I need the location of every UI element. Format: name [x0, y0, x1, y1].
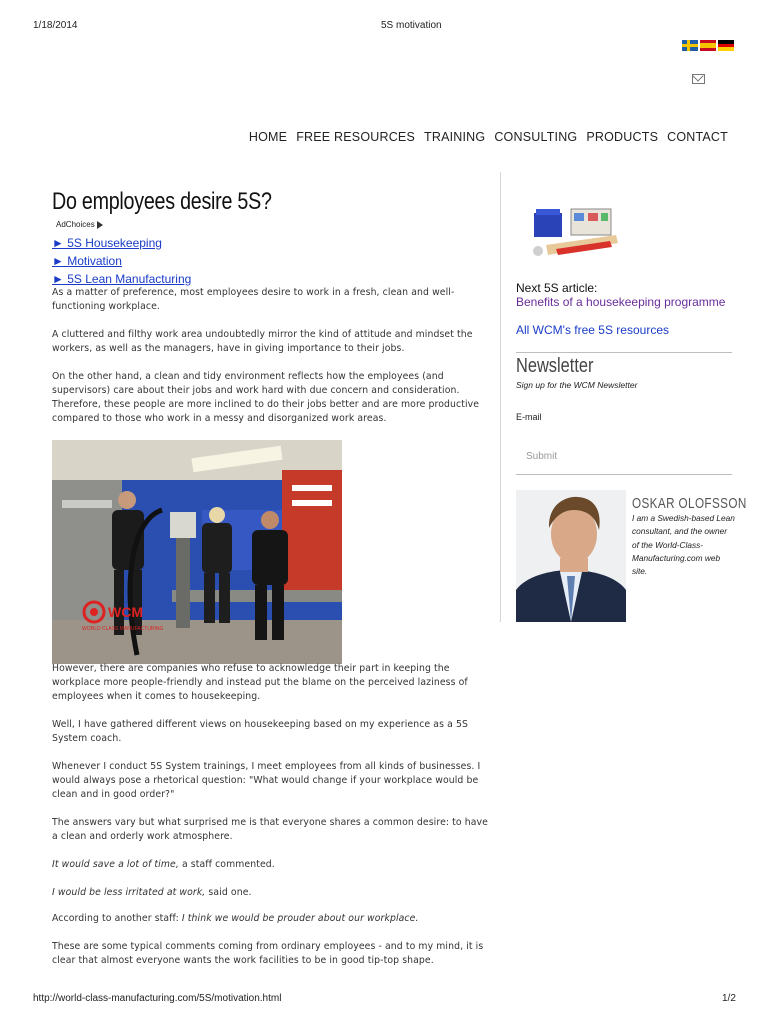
workplace-photo	[52, 440, 342, 664]
article-paragraph: However, there are companies who refuse to acknowledge their part in keeping the workplace more people-friendly and instead put the blame on the perceived laziness of employees when it comes to housekeeping.	[52, 663, 468, 702]
article-paragraph: As a matter of preference, most employees desire to work in a fresh, clean and well-functioning workplace.	[52, 287, 455, 312]
wcm-logo-subtext: WORLD CLASS MANUFACTURING	[82, 626, 164, 632]
column-divider	[500, 172, 501, 622]
article-paragraph: Well, I have gathered different views on housekeeping based on my experience as a 5S System coach.	[52, 719, 468, 744]
ad-link-5s-housekeeping[interactable]: ► 5S Housekeeping	[52, 236, 162, 250]
next-article-link[interactable]: Benefits of a housekeeping programme	[516, 295, 726, 309]
quote-paragraph	[52, 886, 492, 900]
print-title: 5S motivation	[381, 20, 442, 31]
email-icon[interactable]	[692, 74, 705, 84]
ad-link-motivation[interactable]: ► Motivation	[52, 254, 122, 268]
quote-lead: According to another staff:	[52, 913, 182, 924]
nav-home[interactable]: HOME	[248, 130, 288, 144]
article-paragraph: Whenever I conduct 5S System trainings, I meet employees from all kinds of businesses. I would always pose a rhetorical question: "What would change if your workplace would be clean and in good order?"	[52, 761, 481, 800]
print-date: 1/18/2014	[33, 20, 78, 31]
nav-training[interactable]: TRAINING	[424, 130, 486, 144]
submit-button[interactable]: Submit	[516, 444, 596, 468]
nav-consulting[interactable]: CONSULTING	[494, 130, 578, 144]
article-paragraph: These are some typical comments coming from ordinary employees - and to my mind, it is clear that almost everyone wants the work facilities to be in good tip-top shape.	[52, 941, 484, 966]
author-photo	[516, 490, 626, 622]
quote-italic: I would be less irritated at work,	[52, 887, 206, 898]
quote-paragraph	[52, 858, 492, 872]
quote-italic: I think we would be prouder about our workplace.	[181, 913, 419, 924]
free-resources-link[interactable]: All WCM's free 5S resources	[516, 323, 669, 337]
sidebar-divider	[516, 474, 732, 475]
germany-flag-icon[interactable]	[718, 40, 734, 51]
spain-flag-icon[interactable]	[700, 40, 716, 51]
quote-italic: It would save a lot of time,	[52, 859, 179, 870]
adchoices-badge[interactable]	[56, 220, 103, 229]
author-bio: I am a Swedish-based Lean consultant, and the owner of the World-Class-Manufacturing.com web site.	[632, 513, 735, 577]
nav-free-resources[interactable]: FREE RESOURCES	[296, 130, 415, 144]
main-nav	[249, 130, 728, 144]
quote-paragraph	[52, 912, 492, 926]
adchoices-icon	[97, 221, 103, 229]
author-name: OSKAR OLOFSSON	[632, 495, 747, 512]
article-paragraph: A cluttered and filthy work area undoubtedly mirror the kind of attitude and mindset the workers, as well as the managers, have in giving importance to their jobs.	[52, 329, 473, 354]
wcm-logo-text: WCM	[108, 604, 143, 620]
nav-products[interactable]: PRODUCTS	[586, 130, 659, 144]
next-article-label: Next 5S article:	[516, 281, 598, 295]
article-paragraph: The answers vary but what surprised me is that everyone shares a common desire: to have a clean and orderly work atmosphere.	[52, 817, 488, 842]
print-page-number: 1/2	[722, 993, 736, 1004]
article-paragraph: On the other hand, a clean and tidy environment reflects how the employees (and supervisors) care about their jobs and work hard with due concern and consideration. Therefore, these people are more inclined to do their jobs better and are more productive compared to those who work in a messy and disorganized work areas.	[52, 371, 480, 424]
sweden-flag-icon[interactable]	[682, 40, 698, 51]
newsletter-title: Newsletter	[516, 355, 594, 377]
email-field-label: E-mail	[516, 412, 542, 422]
newsletter-subtitle: Sign up for the WCM Newsletter	[516, 380, 638, 390]
nav-contact[interactable]: CONTACT	[667, 130, 728, 144]
print-url: http://world-class-manufacturing.com/5S/motivation.html	[33, 993, 282, 1004]
adchoices-label: AdChoices	[56, 220, 95, 229]
ad-link-5s-lean-manufacturing[interactable]: ► 5S Lean Manufacturing	[52, 272, 192, 286]
quote-rest: a staff commented.	[178, 859, 275, 870]
product-image[interactable]	[526, 205, 626, 265]
quote-rest: said one.	[205, 887, 252, 898]
sidebar-divider	[516, 352, 732, 353]
page-title: Do employees desire 5S?	[52, 188, 272, 215]
